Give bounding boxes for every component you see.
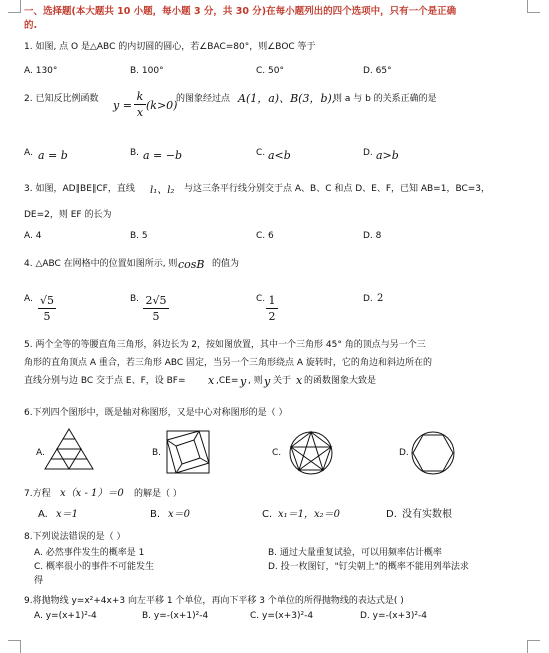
q6-option-b-label: B. bbox=[152, 448, 162, 458]
q6-option-a-label: A. bbox=[36, 448, 45, 458]
q3-option-a: A. 4 bbox=[24, 231, 42, 241]
q1-option-a: A. 130° bbox=[24, 66, 58, 76]
q9-option-d: D. y=-(x+3)²-4 bbox=[360, 611, 427, 621]
q4-option-d-letter: D. bbox=[363, 294, 373, 304]
q4-option-d-value: 2 bbox=[377, 293, 384, 304]
crop-mark-bottom-left bbox=[8, 640, 21, 653]
q7-stem-a: 7.方程 bbox=[24, 489, 51, 499]
q4-option-b-numerator: 2√5 bbox=[145, 294, 167, 307]
q2-fraction bbox=[134, 90, 146, 119]
q2-option-d-letter: D. bbox=[363, 148, 373, 158]
q4-option-a-bar bbox=[38, 308, 56, 309]
q8-option-d: D. 投一枚图钉，"钉尖朝上"的概率不能用列举法求 bbox=[268, 562, 469, 572]
q2-fraction-numerator: k bbox=[136, 90, 144, 103]
q7-option-c-letter: C. bbox=[262, 509, 273, 520]
q8-option-a: A. 必然事件发生的概率是 1 bbox=[34, 548, 145, 558]
q4-option-a-numerator: √5 bbox=[39, 294, 54, 307]
q4-stem-b: 的值为 bbox=[212, 259, 240, 269]
q4-option-b-letter: B. bbox=[130, 294, 140, 304]
q6-stem: 6.下列四个图形中，既是轴对称图形，又是中心对称图形的是（ ） bbox=[24, 408, 288, 418]
q3-option-b: B. 5 bbox=[130, 231, 148, 241]
crop-mark-top-left bbox=[8, 0, 21, 13]
q6-option-d-label: D. bbox=[399, 448, 409, 458]
q5-line3-b: ,CE= bbox=[216, 376, 239, 386]
q9-option-a: A. y=(x+1)²-4 bbox=[34, 611, 97, 621]
q4-option-a-fraction bbox=[38, 294, 56, 323]
q9-option-b: B. y=-(x+1)²-4 bbox=[142, 611, 209, 621]
q5-var-y2: y bbox=[264, 375, 271, 388]
q6-option-b-figure-square bbox=[166, 430, 210, 474]
q2-option-b-expr: a = −b bbox=[143, 149, 183, 162]
q2-option-b-letter: B. bbox=[130, 148, 140, 158]
q5-line3-e: 的函数图象大致是 bbox=[304, 376, 377, 386]
q3-stem-a: 3. 如图，AD∥BE∥CF，直线 bbox=[24, 184, 135, 194]
section-header-line1: 一、选择题(本大题共 10 小题，每小题 3 分，共 30 分)在每小题列出的四个选项中，只有一个是正确 bbox=[24, 6, 457, 17]
q1-option-d: D. 65° bbox=[363, 66, 392, 76]
q7-option-a-expr: x＝1 bbox=[56, 509, 79, 520]
q1-option-b: B. 100° bbox=[130, 66, 164, 76]
crop-mark-top-right bbox=[527, 0, 540, 13]
q7-option-a-letter: A. bbox=[38, 509, 48, 520]
q4-option-c-numerator: 1 bbox=[268, 294, 276, 307]
q2-formula-condition: (k>0) bbox=[146, 99, 178, 112]
q3-stem-b: 与这三条平行线分别交于点 A、B、C 和点 D、E、F，已知 AB=1，BC=3， bbox=[184, 184, 491, 194]
q7-equation: x（x - 1）＝0 bbox=[60, 488, 124, 499]
crop-mark-bottom-right bbox=[527, 640, 540, 653]
q2-option-c-letter: C. bbox=[256, 148, 266, 158]
q8-stem: 8.下列说法错误的是（ ） bbox=[24, 532, 126, 542]
q3-line2: DE=2，则 EF 的长为 bbox=[24, 210, 112, 220]
q5-var-y: y bbox=[240, 375, 247, 388]
q7-option-d-letter: D. bbox=[386, 509, 397, 520]
q5-line1: 5. 两个全等的等腰直角三角形，斜边长为 2，按如图放置，其中一个三角形 45° 角的顶点与另一个三 bbox=[24, 340, 426, 350]
q2-fraction-bar bbox=[134, 104, 146, 105]
q5-var-x: x bbox=[208, 374, 215, 387]
q1-stem: 1. 如图, 点 O 是△ABC 的内切圆的圆心，若∠BAC=80°，则∠BOC 等于 bbox=[24, 42, 316, 52]
q6-option-a-figure-triangles bbox=[44, 428, 94, 470]
q2-stem-a: 2. 已知反比例函数 bbox=[24, 94, 99, 104]
q8-option-b: B. 通过大量重复试验，可以用频率估计概率 bbox=[268, 548, 442, 558]
q7-option-c-expr: x₁＝1，x₂＝0 bbox=[278, 509, 341, 520]
q6-option-c-figure-circle-pentagon bbox=[288, 430, 334, 476]
q4-option-a-letter: A. bbox=[24, 294, 33, 304]
q4-option-c-denominator: 2 bbox=[268, 310, 276, 323]
q9-option-c: C. y=(x+3)²-4 bbox=[250, 611, 314, 621]
q6-option-c-label: C. bbox=[272, 448, 282, 458]
q2-points: A(1，a)、B(3，b), bbox=[238, 92, 336, 105]
q5-var-x2: x bbox=[296, 374, 303, 387]
q6-option-d-figure-circle-hexagon bbox=[410, 430, 456, 476]
q4-option-b-denominator: 5 bbox=[152, 310, 160, 323]
q3-option-c: C. 6 bbox=[256, 231, 274, 241]
q7-option-b-expr: x＝0 bbox=[168, 509, 191, 520]
q7-option-d-expr: 没有实数根 bbox=[402, 509, 452, 520]
q5-line3-a: 直线分别与边 BC 交于点 E、F，设 BF= bbox=[24, 376, 186, 386]
q4-option-b-bar bbox=[143, 308, 169, 309]
q2-stem-c: 则 a 与 b 的关系正确的是 bbox=[333, 94, 437, 104]
q2-stem-b: 的图象经过点 bbox=[176, 94, 231, 104]
q5-line2: 角形的直角顶点 A 重合，若三角形 ABC 固定，当另一个三角形绕点 A 旋转时，它的角边和斜边所在的 bbox=[24, 358, 432, 368]
q5-line3-c: , 则 bbox=[248, 376, 263, 386]
q5-line3-d: 关于 bbox=[273, 376, 292, 386]
q2-fraction-denominator: x bbox=[136, 106, 144, 119]
q3-lines: l₁、l₂ bbox=[150, 185, 175, 196]
q9-stem: 9.将抛物线 y=x²+4x+3 向左平移 1 个单位，再向下平移 3 个单位的所得抛物线的表达式是( ) bbox=[24, 596, 404, 606]
q2-option-a-expr: a = b bbox=[38, 149, 68, 162]
q4-option-c-bar bbox=[266, 308, 278, 309]
q1-option-c: C. 50° bbox=[256, 66, 284, 76]
q8-option-d-continuation: 得 bbox=[34, 576, 44, 586]
q7-option-b-letter: B. bbox=[150, 509, 161, 520]
q2-option-a-letter: A. bbox=[24, 148, 33, 158]
q2-option-d-expr: a>b bbox=[376, 149, 399, 162]
q2-option-c-expr: a<b bbox=[268, 149, 291, 162]
q4-cosB: cosB bbox=[178, 258, 205, 271]
q4-stem-a: 4. △ABC 在网格中的位置如图所示, 则 bbox=[24, 259, 178, 269]
q4-option-c-fraction bbox=[266, 294, 278, 323]
q2-formula-lhs: y = bbox=[113, 99, 132, 112]
q4-option-c-letter: C. bbox=[256, 294, 266, 304]
q3-option-d: D. 8 bbox=[363, 231, 382, 241]
q8-option-c: C. 概率很小的事件不可能发生 bbox=[34, 562, 155, 572]
q4-option-b-fraction bbox=[143, 294, 169, 323]
q4-option-a-denominator: 5 bbox=[43, 310, 51, 323]
q7-stem-b: 的解是（ ） bbox=[134, 489, 182, 499]
section-header-line2: 的. bbox=[24, 20, 38, 31]
